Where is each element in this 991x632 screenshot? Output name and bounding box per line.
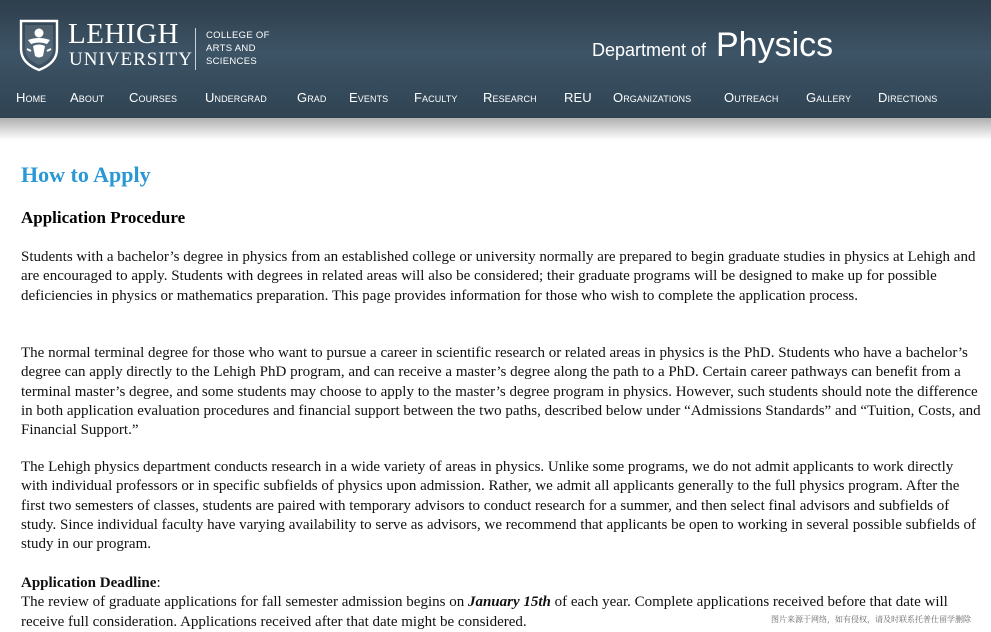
university-name-line1[interactable]: LEHIGH	[68, 18, 179, 50]
department-name[interactable]: Physics	[716, 26, 834, 64]
nav-faculty[interactable]: Faculty	[414, 90, 458, 105]
deadline-colon: :	[156, 575, 161, 591]
deadline-text-after: of each year. Complete applications received before that date will receive full consideration. Applications received after that date might be considered.	[21, 594, 948, 630]
nav-organizations[interactable]: Organizations	[613, 90, 692, 105]
college-line: SCIENCES	[206, 56, 257, 67]
nav-home[interactable]: Home	[16, 90, 47, 105]
university-name-line2[interactable]: UNIVERSITY	[69, 49, 193, 70]
nav-undergrad[interactable]: Undergrad	[205, 90, 267, 105]
nav-gallery[interactable]: Gallery	[806, 90, 852, 105]
header-shadow	[0, 118, 991, 140]
watermark-text: 图片来源于网络，如有侵权，请及时联系托普仕留学删除	[771, 615, 971, 624]
paragraph: The normal terminal degree for those who want to pursue a career in scientific research or related areas in physics is the PhD. Students who have a bachelor’s degree can apply directly to the Lehigh PhD program, and can receive a master’s degree along the path to a PhD. Certain career pathways can benefit from a terminal master’s degree, and some students may choose to apply to the master’s degree program in physics. However, such students should note the difference in both application evaluation procedures and financial support between the two paths, described below under “Admissions Standards” and “Tuition, Costs, and Financial Support.”	[21, 345, 981, 439]
department-prefix: Department of	[592, 40, 707, 60]
nav-reu[interactable]: REU	[564, 90, 592, 105]
paragraph: Students with a bachelor’s degree in physics from an established college or university normally are prepared to begin graduate studies in physics at Lehigh and are encouraged to apply. Students with degrees in related areas will also be considered; their graduate programs will be designed to make up for possible deficiencies in physics or mathematics preparation. This page provides information for those who wish to complete the application process.	[21, 249, 976, 304]
deadline-text-before: The review of graduate applications for fall semester admission begins on	[21, 594, 468, 611]
college-line: COLLEGE OF	[206, 30, 270, 41]
deadline-heading: Application Deadline	[21, 575, 157, 591]
nav-events[interactable]: Events	[349, 90, 389, 105]
nav-about[interactable]: About	[70, 90, 105, 105]
college-name[interactable]	[206, 29, 270, 68]
site-header	[0, 0, 991, 118]
main-nav	[0, 90, 991, 110]
paragraph: The Lehigh physics department conducts research in a wide variety of areas in physics. Unlike some programs, we do not admit applicants to work directly with individual professors or in specific subfields of physics upon admission. Rather, we admit all applicants generally to the full physics program. After the first two semesters of classes, students are paired with temporary advisors to conduct research for a summer, and then select final advisors and subfields of study. Since individual faculty have varying availability to serve as advisors, we recommend that applicants be open to working in several possible subfields of study in our program.	[21, 459, 977, 553]
deadline-date: January 15th	[467, 594, 551, 611]
page-title: How to Apply	[21, 162, 151, 187]
college-line: ARTS AND	[206, 43, 256, 54]
header-divider	[195, 28, 196, 70]
section-heading: Application Procedure	[21, 208, 186, 227]
nav-directions[interactable]: Directions	[878, 90, 938, 105]
nav-research[interactable]: Research	[483, 90, 537, 105]
nav-outreach[interactable]: Outreach	[724, 90, 779, 105]
nav-courses[interactable]: Courses	[129, 90, 178, 105]
lehigh-crest-icon[interactable]	[19, 19, 59, 72]
nav-grad[interactable]: Grad	[297, 90, 327, 105]
